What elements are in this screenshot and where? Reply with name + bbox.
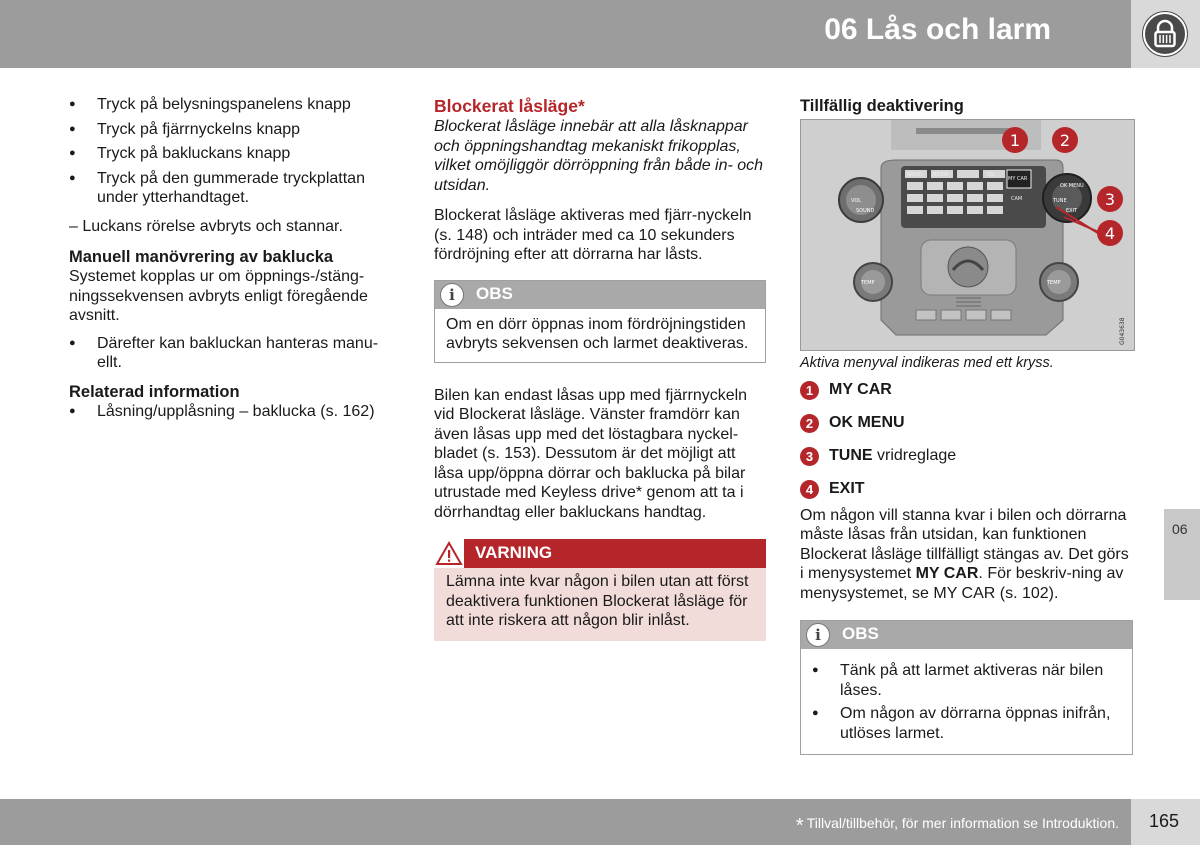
warning-triangle-icon [434, 539, 464, 568]
paragraph-part: . För beskriv-ning av menysystemet, se MY CAR (s. 102). [800, 565, 1124, 602]
callout-label: MY CAR [829, 380, 892, 398]
obs-header [435, 281, 765, 309]
media-button-label: MEDIA [932, 172, 949, 178]
manual-text: Systemet kopplas ur om öppnings-/stäng-ningssekvensen avbryts enligt föregående avsnitt. [69, 268, 368, 324]
tel-button-label: TEL [986, 172, 995, 178]
obs-text: Om en dörr öppnas inom fördröjningstiden avbryts sekvensen och larmet deaktiveras. [446, 315, 749, 352]
obs-header [801, 621, 1132, 649]
temp-right-label: TEMP [1047, 280, 1061, 286]
callout-label: OK MENU [829, 413, 905, 431]
obs-box [800, 620, 1133, 755]
callout-badge: 2 [800, 414, 819, 433]
callout-label: EXIT [829, 479, 865, 497]
temp-left-label: TEMP [861, 280, 875, 286]
page-footer [0, 799, 1131, 845]
chapter-title: 06 Lås och larm [824, 13, 1051, 46]
column-1 [69, 95, 389, 426]
callout-label: TUNE [829, 446, 873, 464]
ok-menu-label: OK MENU [1060, 183, 1084, 189]
column-3-body [800, 354, 1133, 755]
footnote-text: Tillval/tillbehör, för mer information se Introduktion. [806, 815, 1119, 831]
callout-number: 3 [1104, 190, 1116, 209]
image-caption: Aktiva menyval indikeras med ett kryss. [800, 355, 1054, 371]
side-tab-label: 06 [1172, 521, 1188, 537]
obs-title: OBS [476, 283, 513, 303]
callout-badge: 4 [800, 480, 819, 499]
warning-title: VARNING [475, 543, 553, 562]
callout-item [800, 446, 1133, 479]
page-number: 165 [1149, 811, 1180, 831]
obs-list [812, 661, 1121, 743]
sound-knob-label: SOUND [856, 208, 875, 214]
menu-name: MY CAR [915, 565, 979, 582]
chapter-icon-box [1131, 0, 1200, 68]
callout-item [800, 413, 1133, 446]
info-icon: i [806, 623, 830, 647]
tune-knob-label: TUNE [1053, 198, 1067, 204]
manual-heading: Manuell manövrering av baklucka [69, 248, 334, 266]
chapter-header [0, 0, 1131, 68]
callout-badge: 1 [800, 381, 819, 400]
radio-button-label: RADIO [907, 172, 923, 178]
list-item: ● Tryck på belysningspanelens knapp [69, 95, 389, 115]
asterisk: * [795, 815, 804, 837]
callout-number: 2 [1059, 131, 1071, 150]
intro-text: Blockerat låsläge innebär att alla låsknappar och öppningshandtag mekaniskt frikopplas, vilket omöjliggör dörröppning från både in- och utsidan. [434, 118, 764, 194]
callout-badge: 3 [800, 447, 819, 466]
paragraph: Bilen kan endast låsas upp med fjärrnyckeln vid Blockerat låsläge. Vänster framdörr kan även låsas upp med det löstagbara nyckel-bladet (s. 153). Dessutom är det möjligt att låsa upp/öppna dörrar och baklucka på bilar utrustade med Keyless drive* genom att ta i dörrhandtag eller bakluckans handtag. [434, 386, 748, 521]
related-heading: Relaterad information [69, 382, 240, 401]
illustration-code: G043638 [1119, 317, 1126, 345]
center-console-illustration [800, 119, 1135, 351]
section-heading: Tillfällig deaktivering [800, 97, 964, 115]
cam-button-label: CAM [1011, 196, 1023, 202]
warning-header [434, 539, 766, 568]
paragraph [800, 506, 1133, 604]
chapter-side-tab [1164, 509, 1200, 600]
column-3-heading [800, 97, 1133, 116]
obs-body [801, 649, 1132, 754]
trigger-list [69, 95, 389, 208]
related-link[interactable]: ● Låsning/upplåsning – baklucka (s. 162) [69, 402, 389, 422]
list-item: ● Tryck på den gummerade tryckplattan under ytterhandtaget. [69, 169, 389, 208]
callout-list [800, 380, 1133, 506]
info-icon: i [440, 283, 464, 307]
page-number-box [1131, 799, 1200, 845]
paragraph-part: Om någon vill stanna kvar i bilen och dörrarna måste låsas från utsidan, kan funktionen Blockerat låsläge tillfälligt stängas av. Det görs i menysystemet [800, 506, 1129, 582]
mycar-button-label: MY CAR [1008, 176, 1028, 182]
padlock-icon [1143, 12, 1187, 56]
manual-list [69, 334, 389, 373]
related-list [69, 402, 389, 422]
callout-item [800, 479, 1133, 506]
section-heading: Blockerat låsläge* [434, 96, 585, 116]
warning-box [434, 539, 766, 641]
obs-title: OBS [842, 624, 879, 643]
callout-number: 1 [1009, 131, 1021, 150]
callout-rest: vridreglage [872, 446, 957, 464]
vol-knob-label: VOL [851, 198, 862, 204]
list-item: ● Tryck på fjärrnyckelns knapp [69, 120, 389, 140]
paragraph: Blockerat låsläge aktiveras med fjärr-nyckeln (s. 148) och inträder med ca 10 sekunders fördröjning efter att dörrarna har låsts. [434, 207, 752, 263]
list-item: ● Om någon av dörrarna öppnas inifrån, utlöses larmet. [812, 704, 1121, 743]
list-item: ● Därefter kan bakluckan hanteras manu-ellt. [69, 334, 389, 373]
column-2 [434, 95, 766, 641]
callout-item [800, 380, 1133, 413]
list-item: ● Tryck på bakluckans knapp [69, 144, 389, 164]
obs-box [434, 280, 766, 363]
result-text: – Luckans rörelse avbryts och stannar. [69, 217, 343, 235]
warning-text: Lämna inte kvar någon i bilen utan att först deaktivera funktionen Blockerat låsläge för att inte riskera att någon blir inlåst. [446, 573, 749, 629]
exit-label: EXIT [1066, 208, 1078, 214]
footnote [796, 815, 1119, 838]
list-item: ● Tänk på att larmet aktiveras när bilen låses. [812, 661, 1121, 700]
callout-number: 4 [1104, 224, 1116, 243]
